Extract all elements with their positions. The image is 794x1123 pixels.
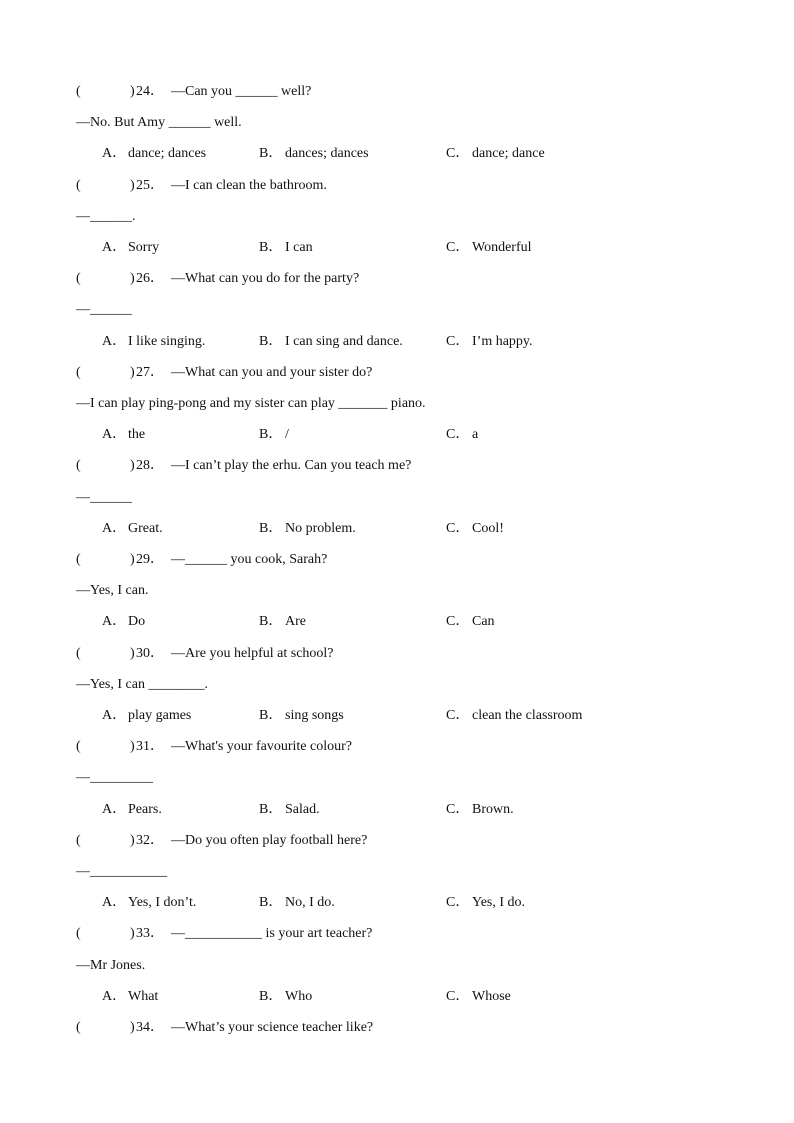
question-body: —___________ is your art teacher?	[171, 926, 373, 942]
answer-paren-close: )	[130, 645, 135, 661]
question-text	[136, 737, 352, 757]
option-text: I like singing.	[128, 333, 206, 349]
answer-paren-close: )	[130, 552, 135, 567]
answer-text: —Yes, I can ________.	[76, 676, 208, 692]
option-letter: B．	[259, 427, 283, 443]
answer-text: —______	[76, 302, 132, 318]
question-number-suffix: ．	[150, 84, 164, 99]
option-letter: B．	[259, 708, 283, 723]
question-prompt	[164, 552, 171, 567]
option-text: Are	[285, 614, 306, 630]
option-letter: C．	[446, 801, 470, 817]
option-b[interactable]	[259, 800, 320, 820]
question-number-suffix: ．	[150, 926, 164, 942]
option-text: Yes, I don’t.	[128, 895, 197, 911]
option-letter: B．	[259, 146, 283, 162]
option-b[interactable]	[259, 706, 344, 726]
option-b[interactable]	[259, 144, 369, 164]
question-body: —I can clean the bathroom.	[171, 177, 327, 193]
answer-paren-close: )	[130, 84, 135, 99]
option-text: Brown.	[472, 801, 514, 817]
option-text: Do	[128, 614, 146, 630]
question-text	[136, 176, 327, 196]
option-letter: C．	[446, 988, 470, 1004]
question-number: 29	[136, 552, 150, 567]
answer-paren-close: )	[130, 739, 135, 755]
answer-paren-open: (	[76, 177, 81, 193]
option-text: Pears.	[128, 801, 162, 817]
answer-text: —______	[76, 489, 132, 505]
answer-paren-open: (	[76, 1020, 81, 1035]
option-text: play games	[128, 708, 192, 723]
option-c[interactable]	[446, 612, 495, 632]
option-text: Great.	[128, 520, 163, 536]
option-letter: A．	[102, 988, 127, 1004]
question-body: —What can you and your sister do?	[171, 364, 373, 380]
option-letter: B．	[259, 520, 283, 536]
answer-paren-open: (	[76, 832, 81, 848]
question-body: —______ you cook, Sarah?	[171, 552, 328, 567]
question-number: 31	[136, 739, 150, 755]
answer-paren-close: )	[130, 1020, 135, 1035]
option-text: No, I do.	[285, 895, 335, 911]
question-body: —Are you helpful at school?	[171, 645, 334, 661]
option-a[interactable]	[102, 706, 191, 726]
option-b[interactable]	[259, 519, 356, 539]
option-letter: C．	[446, 240, 470, 255]
question-number-suffix: ．	[150, 271, 164, 287]
answer-paren-open: (	[76, 645, 81, 661]
answer-text: —______.	[76, 208, 136, 224]
option-letter: C．	[446, 708, 470, 723]
option-b[interactable]	[259, 893, 335, 913]
question-number: 25	[136, 177, 150, 193]
answer-paren-close: )	[130, 832, 135, 848]
answer-paren-open: (	[76, 739, 81, 755]
question-number: 28	[136, 458, 150, 474]
question-prompt	[164, 84, 171, 99]
option-text: /	[285, 427, 289, 443]
option-c[interactable]	[446, 238, 532, 258]
question-text	[136, 269, 359, 289]
question-body: —Do you often play football here?	[171, 832, 368, 848]
option-text: dance; dance	[472, 146, 545, 162]
option-letter: A．	[102, 240, 127, 255]
question-number-suffix: ．	[150, 177, 164, 193]
answer-text: —_________	[76, 770, 153, 786]
question-number-suffix: ．	[150, 364, 164, 380]
option-text: clean the classroom	[472, 708, 583, 723]
option-b[interactable]	[259, 238, 313, 258]
option-a[interactable]	[102, 893, 196, 913]
answer-paren-close: )	[130, 458, 135, 474]
option-a[interactable]	[102, 519, 163, 539]
option-a[interactable]	[102, 332, 205, 352]
option-letter: C．	[446, 614, 470, 630]
option-c[interactable]	[446, 519, 504, 539]
option-text: Who	[285, 988, 313, 1004]
answer-paren-close: )	[130, 271, 135, 287]
question-prompt	[164, 1020, 171, 1035]
option-letter: B．	[259, 895, 283, 911]
option-text: dances; dances	[285, 146, 369, 162]
question-prompt	[164, 365, 171, 380]
question-number-suffix: ．	[150, 739, 164, 755]
option-a[interactable]	[102, 144, 206, 164]
option-text: the	[128, 427, 146, 443]
option-letter: B．	[259, 240, 283, 255]
option-text: No problem.	[285, 520, 356, 536]
option-text: Salad.	[285, 801, 320, 817]
question-number-suffix: ．	[150, 645, 164, 661]
option-c[interactable]	[446, 706, 582, 726]
option-letter: B．	[259, 988, 283, 1004]
option-letter: B．	[259, 801, 283, 817]
question-text	[136, 82, 311, 102]
option-letter: C．	[446, 427, 470, 443]
option-letter: B．	[259, 333, 283, 349]
question-text	[136, 644, 334, 664]
option-a[interactable]	[102, 612, 145, 632]
option-c[interactable]	[446, 987, 511, 1007]
question-number: 33	[136, 926, 150, 942]
option-letter: C．	[446, 895, 470, 911]
option-letter: A．	[102, 708, 127, 723]
option-text: dance; dances	[128, 146, 207, 162]
option-b[interactable]	[259, 425, 289, 445]
question-number-suffix: ．	[150, 458, 164, 474]
question-prompt	[164, 178, 171, 193]
option-c[interactable]	[446, 425, 478, 445]
question-number: 27	[136, 364, 150, 380]
option-text: a	[472, 427, 479, 443]
option-text: I’m happy.	[472, 333, 533, 349]
question-number-suffix: ．	[150, 552, 164, 567]
answer-paren-open: (	[76, 271, 81, 287]
option-text: Whose	[472, 988, 511, 1004]
option-letter: A．	[102, 146, 127, 162]
option-letter: C．	[446, 520, 470, 536]
answer-paren-close: )	[130, 177, 135, 193]
option-letter: A．	[102, 801, 127, 817]
question-body: —What can you do for the party?	[171, 271, 360, 287]
question-body: —I can’t play the erhu. Can you teach me?	[171, 458, 412, 474]
answer-text: —___________	[76, 864, 167, 879]
question-prompt	[164, 646, 171, 661]
question-prompt	[164, 271, 171, 286]
option-text: I can	[285, 240, 313, 255]
option-text: I can sing and dance.	[285, 333, 403, 349]
option-c[interactable]	[446, 332, 533, 352]
question-text	[136, 550, 327, 570]
option-c[interactable]	[446, 144, 545, 164]
question-text	[136, 831, 367, 851]
question-number-suffix: ．	[150, 1020, 164, 1035]
answer-paren-open: (	[76, 458, 81, 474]
option-text: What	[128, 988, 159, 1004]
answer-text: —Mr Jones.	[76, 957, 146, 973]
option-a[interactable]	[102, 800, 162, 820]
question-number: 34	[136, 1020, 150, 1035]
option-letter: B．	[259, 614, 283, 630]
answer-text: —I can play ping-pong and my sister can play _______ piano.	[76, 396, 426, 411]
option-b[interactable]	[259, 612, 306, 632]
option-b[interactable]	[259, 987, 312, 1007]
question-text	[136, 363, 372, 383]
option-letter: A．	[102, 520, 127, 536]
option-letter: C．	[446, 333, 470, 349]
question-number-suffix: ．	[150, 832, 164, 848]
option-letter: C．	[446, 146, 470, 162]
option-a[interactable]	[102, 425, 145, 445]
question-text	[136, 1018, 373, 1038]
option-b[interactable]	[259, 332, 403, 352]
option-text: Cool!	[472, 520, 504, 536]
option-c[interactable]	[446, 893, 525, 913]
option-letter: A．	[102, 614, 127, 630]
answer-paren-open: (	[76, 84, 81, 99]
question-body: —Can you ______ well?	[171, 84, 312, 99]
question-body: —What's your favourite colour?	[171, 739, 352, 755]
answer-paren-open: (	[76, 364, 81, 380]
question-prompt	[164, 458, 171, 473]
question-body: —What’s your science teacher like?	[171, 1020, 374, 1035]
question-text	[136, 456, 411, 476]
question-number: 26	[136, 271, 150, 287]
answer-paren-close: )	[130, 926, 135, 942]
option-letter: A．	[102, 427, 127, 443]
option-a[interactable]	[102, 987, 158, 1007]
option-text: Wonderful	[472, 240, 532, 255]
question-text	[136, 924, 372, 944]
answer-text: —Yes, I can.	[76, 583, 149, 599]
option-letter: A．	[102, 333, 127, 349]
option-a[interactable]	[102, 238, 159, 258]
question-number: 30	[136, 645, 150, 661]
option-c[interactable]	[446, 800, 514, 820]
option-text: Sorry	[128, 240, 160, 255]
question-prompt	[164, 926, 171, 941]
question-number: 24	[136, 84, 150, 99]
answer-text: —No. But Amy ______ well.	[76, 115, 242, 131]
option-text: Yes, I do.	[472, 895, 526, 911]
question-prompt	[164, 833, 171, 848]
option-text: Can	[472, 614, 495, 630]
question-prompt	[164, 739, 171, 754]
option-letter: A．	[102, 895, 127, 911]
answer-paren-close: )	[130, 364, 135, 380]
question-number: 32	[136, 832, 150, 848]
answer-paren-open: (	[76, 926, 81, 942]
option-text: sing songs	[285, 708, 344, 723]
answer-paren-open: (	[76, 552, 81, 567]
